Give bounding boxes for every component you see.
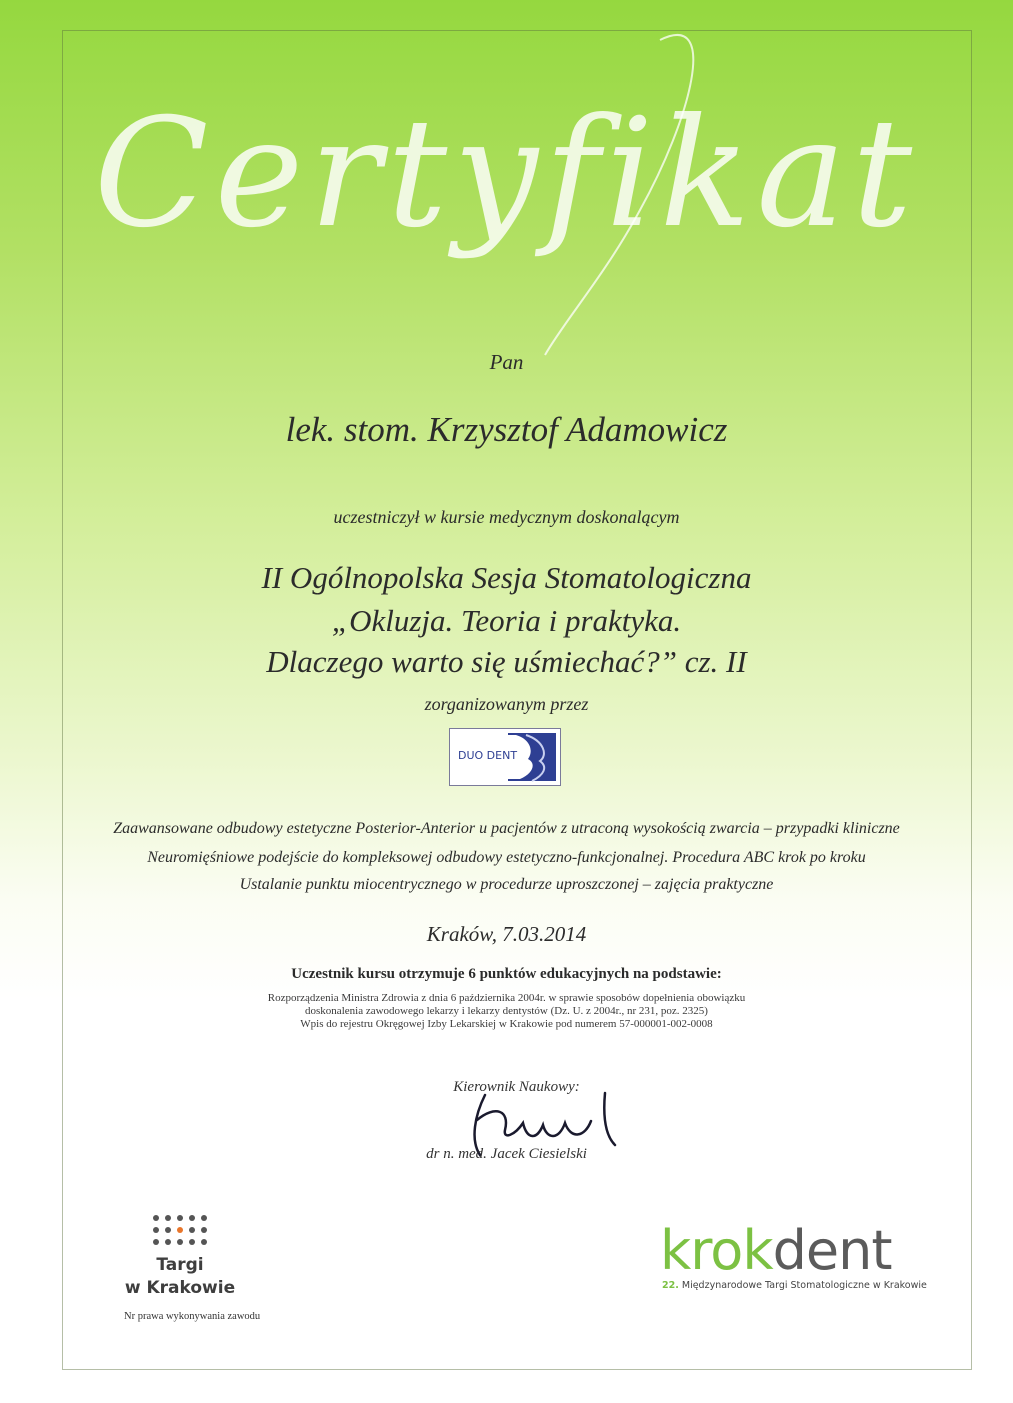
place-date: Kraków, 7.03.2014 xyxy=(426,922,587,946)
director-label: Kierownik Naukowy: xyxy=(453,1079,580,1095)
duodent-logo xyxy=(449,728,561,786)
regulation-line: doskonalenia zawodowego lekarzy i lekarzy dentystów (Dz. U. z 2004r., nr 231, poz. 2325) xyxy=(305,1005,708,1017)
salutation: Pan xyxy=(489,350,524,374)
participation-text: uczestniczył w kursie medycznym doskonalącym xyxy=(333,507,680,527)
topic-line: Zaawansowane odbudowy estetyczne Posterior-Anterior u pacjentów z utraconą wysokością zwarcia – przypadki kliniczne xyxy=(113,820,900,837)
targi-line1: Targi xyxy=(156,1255,204,1275)
organized-by-text: zorganizowanym przez xyxy=(424,694,589,714)
course-line: „Okluzja. Teoria i praktyka. xyxy=(331,603,682,638)
targi-w-krakowie-logo xyxy=(110,1213,250,1298)
regulation-line: Rozporządzenia Ministra Zdrowia z dnia 6 października 2004r. w sprawie sposobów dopełnienia obowiązku xyxy=(267,992,746,1004)
recipient-name: lek. stom. Krzysztof Adamowicz xyxy=(285,410,728,449)
duodent-logo-text: DUO DENT xyxy=(458,749,518,762)
topic-line: Neuromięśniowe podejście do kompleksowej odbudowy estetyczno-funkcjonalnej. Procedura ABC krok po kroku xyxy=(147,849,866,866)
krokdent-subtitle: Międzynarodowe Targi Stomatologiczne w Krakowie xyxy=(681,1280,927,1291)
license-label: Nr prawa wykonywania zawodu xyxy=(124,1311,261,1322)
regulation-line: Wpis do rejestru Okręgowej Izby Lekarskiej w Krakowie pod numerem 57-000001-002-0008 xyxy=(300,1018,713,1030)
director-name: dr n. med. Jacek Ciesielski xyxy=(426,1146,587,1162)
krokdent-logo xyxy=(660,1219,927,1291)
certificate-title xyxy=(0,0,1013,380)
course-line: II Ogólnopolska Sesja Stomatologiczna xyxy=(261,560,752,595)
targi-line2: w Krakowie xyxy=(124,1278,236,1298)
krokdent-part1: krok xyxy=(660,1219,773,1282)
krokdent-edition: 22. xyxy=(662,1280,679,1291)
title-text: Certyfikat xyxy=(93,87,919,261)
targi-dots-icon xyxy=(150,1213,210,1247)
points-heading: Uczestnik kursu otrzymuje 6 punktów edukacyjnych na podstawie: xyxy=(291,966,722,982)
topic-line: Ustalanie punktu miocentrycznego w procedurze uproszczonej – zajęcia praktyczne xyxy=(239,876,774,893)
course-line: Dlaczego warto się uśmiechać?” cz. II xyxy=(266,644,747,679)
krokdent-part2: dent xyxy=(772,1219,892,1282)
